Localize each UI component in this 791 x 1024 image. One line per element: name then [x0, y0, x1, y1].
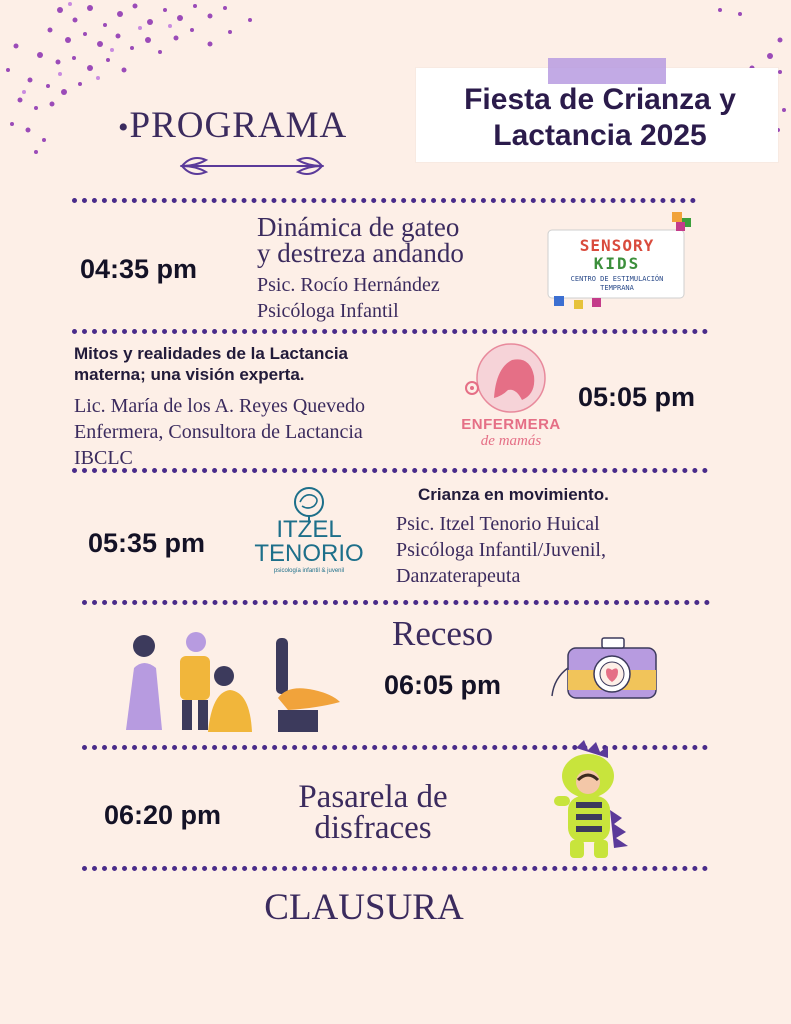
event-title-line1: Fiesta de Crianza y: [464, 83, 736, 116]
logo-subtitle-line1: CENTRO DE ESTIMULACIÓN: [570, 275, 664, 283]
speaker-role: Enfermera, Consultora de Lactancia: [74, 421, 363, 443]
itzel-subtitle: psicología infantil & juvenil: [273, 568, 345, 574]
activity-title-line1: Dinámica de gateo: [257, 212, 460, 242]
activity-title-line1: Mitos y realidades de la Lactancia: [74, 344, 349, 363]
activity-title: Crianza en movimiento.: [418, 485, 609, 504]
enfermera-de-mamas-logo: [456, 340, 566, 455]
logo-subtitle-line2: TEMPRANA: [600, 284, 634, 292]
event-title: [430, 82, 770, 154]
activity-title-line2: materna; una visión experta.: [74, 365, 305, 384]
activity-title: Receso: [392, 614, 494, 653]
de-mamas-word: de mamás: [480, 433, 542, 449]
closing-title: CLAUSURA: [264, 887, 464, 928]
activity-title-line2: disfraces: [314, 810, 432, 846]
activity-title: [257, 214, 547, 266]
tape-decoration: [548, 58, 666, 84]
enfermera-word: ENFERMERA: [461, 416, 561, 433]
time-label: 05:05 pm: [578, 382, 696, 412]
activity-block: [257, 214, 547, 324]
separator: [82, 600, 710, 605]
separator: [72, 329, 708, 334]
kids-word: KIDS: [593, 254, 641, 273]
speaker-name: Psic. Rocío Hernández: [257, 274, 440, 296]
event-title-line2: Lactancia 2025: [493, 119, 707, 152]
time-label: 04:35 pm: [80, 254, 198, 284]
sensory-word: SENSORY: [579, 236, 655, 255]
sensory-kids-logo: [544, 208, 694, 314]
itzel-tenorio-logo: [250, 484, 368, 580]
activity-title-line2: y destreza andando: [257, 238, 464, 268]
time-label: 05:35 pm: [88, 528, 206, 558]
time-label: 06:05 pm: [384, 670, 502, 700]
camera-illustration: [548, 628, 662, 704]
time-label: 06:20 pm: [104, 800, 222, 830]
speaker-name: Lic. María de los A. Reyes Quevedo: [74, 395, 366, 417]
program-label: PROGRAMA: [129, 105, 348, 146]
dancing-people-illustration: [118, 628, 342, 734]
activity-title: [268, 779, 478, 846]
tenorio-word: TENORIO: [254, 540, 364, 567]
speaker-role-extra: Danzaterapeuta: [396, 565, 521, 587]
separator: [72, 198, 696, 203]
separator: [82, 866, 708, 871]
activity-block: [74, 343, 444, 471]
speaker-role: Psicóloga Infantil/Juvenil,: [396, 539, 606, 561]
vine-ornament: [172, 150, 332, 182]
program-heading: •PROGRAMA: [118, 105, 348, 146]
activity-block: [396, 484, 696, 589]
activity-title: [74, 343, 444, 385]
speaker-credential: IBCLC: [74, 447, 133, 469]
activity-title-line1: Pasarela de: [298, 779, 448, 815]
itzel-word: ITZEL: [276, 516, 342, 543]
dino-costume-illustration: [548, 740, 638, 864]
speaker-name: Psic. Itzel Tenorio Huical: [396, 513, 600, 535]
speaker-role: Psicóloga Infantil: [257, 300, 399, 322]
